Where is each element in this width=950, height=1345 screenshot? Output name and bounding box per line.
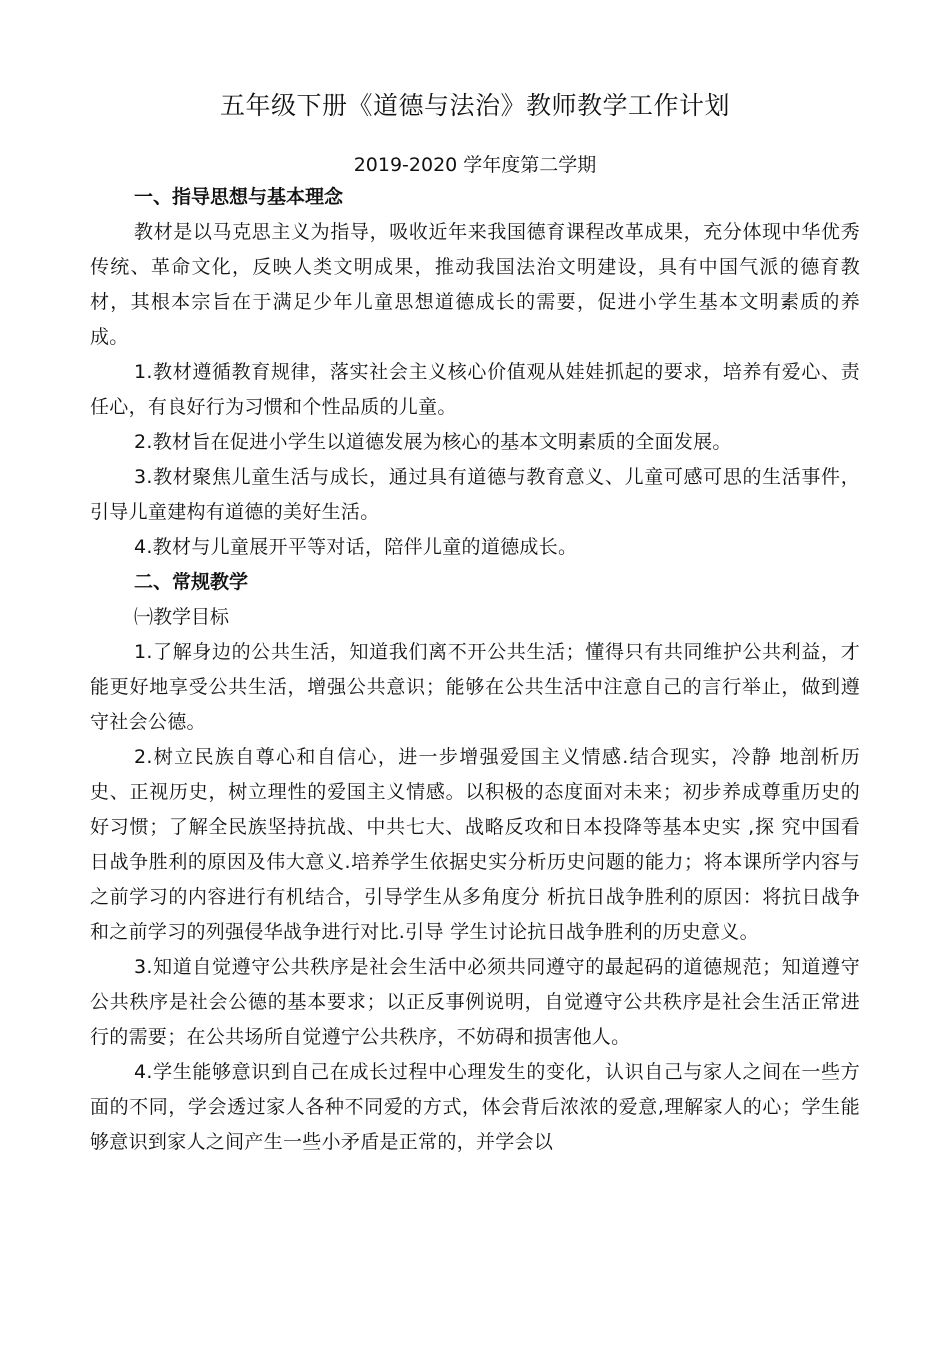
section-heading-guiding-ideology: 一、指导思想与基本理念 xyxy=(134,186,344,208)
document-subtitle: 2019-2020 学年度第二学期 xyxy=(353,154,597,176)
paragraph: 1.教材遵循教育规律，落实社会主义核心价值观从娃娃抓起的要求，培养有爱心、责任心，有良好行为习惯和个性品质的儿童。 xyxy=(90,361,860,418)
subsection-heading-teaching-goals: ㈠教学目标 xyxy=(134,606,230,628)
paragraph: 4.学生能够意识到自己在成长过程中心理发生的变化，认识自己与家人之间在一些方面的不同，学会透过家人各种不同爱的方式，体会背后浓浓的爱意,理解家人的心；学生能够意识到家人之间产生一些小矛盾是正常的，并学会以 xyxy=(90,1061,860,1153)
paragraph: 2.教材旨在促进小学生以道德发展为核心的基本文明素质的全面发展。 xyxy=(134,431,732,453)
section-heading-regular-teaching: 二、常规教学 xyxy=(134,571,249,593)
paragraph: 3.教材聚焦儿童生活与成长，通过具有道德与教育意义、儿童可感可思的生活事件，引导儿童建构有道德的美好生活。 xyxy=(90,466,860,523)
document-page xyxy=(90,80,860,1160)
paragraph: 3.知道自觉遵守公共秩序是社会生活中必须共同遵守的最起码的道德规范；知道遵守公共秩序是社会公德的基本要求；以正反事例说明，自觉遵守公共秩序是社会生活正常进行的需要；在公共场所自觉遵宁公共秩序，不妨碍和损害他人。 xyxy=(90,956,860,1048)
paragraph: 2.树立民族自尊心和自信心，进一步增强爱国主义情感.结合现实，冷静 地剖析历史、正视历史，树立理性的爱国主义情感。以积极的态度面对未来；初步养成尊重历史的好习惯；了解全民族坚持抗战、中共七大、战略反攻和日本投降等基本史实 ,探 究中国看日战争胜利的原因及伟大意义.培养学生依据史实分析历史问题的能力；将本课所学内容与之前学习的内容进行有机结合，引导学生从多角度分 析抗日战争胜利的原因：将抗日战争和之前学习的列强侵华战争进行对比.引导 学生讨论抗日战争胜利的历史意义。 xyxy=(90,746,860,943)
paragraph: 4.教材与儿童展开平等对话，陪伴儿童的道德成长。 xyxy=(134,536,578,558)
paragraph: 1.了解身边的公共生活，知道我们离不开公共生活；懂得只有共同维护公共利益，才能更好地享受公共生活，增强公共意识；能够在公共生活中注意自己的言行举止，做到遵守社会公德。 xyxy=(90,641,860,733)
paragraph: 教材是以马克思主义为指导，吸收近年来我国德育课程改革成果，充分体现中华优秀传统、革命文化，反映人类文明成果，推动我国法治文明建设，具有中国气派的德育教材，其根本宗旨在于满足少年儿童思想道德成长的需要，促进小学生基本文明素质的养成。 xyxy=(90,221,860,348)
document-title: 五年级下册《道德与法治》教师教学工作计划 xyxy=(219,91,730,120)
